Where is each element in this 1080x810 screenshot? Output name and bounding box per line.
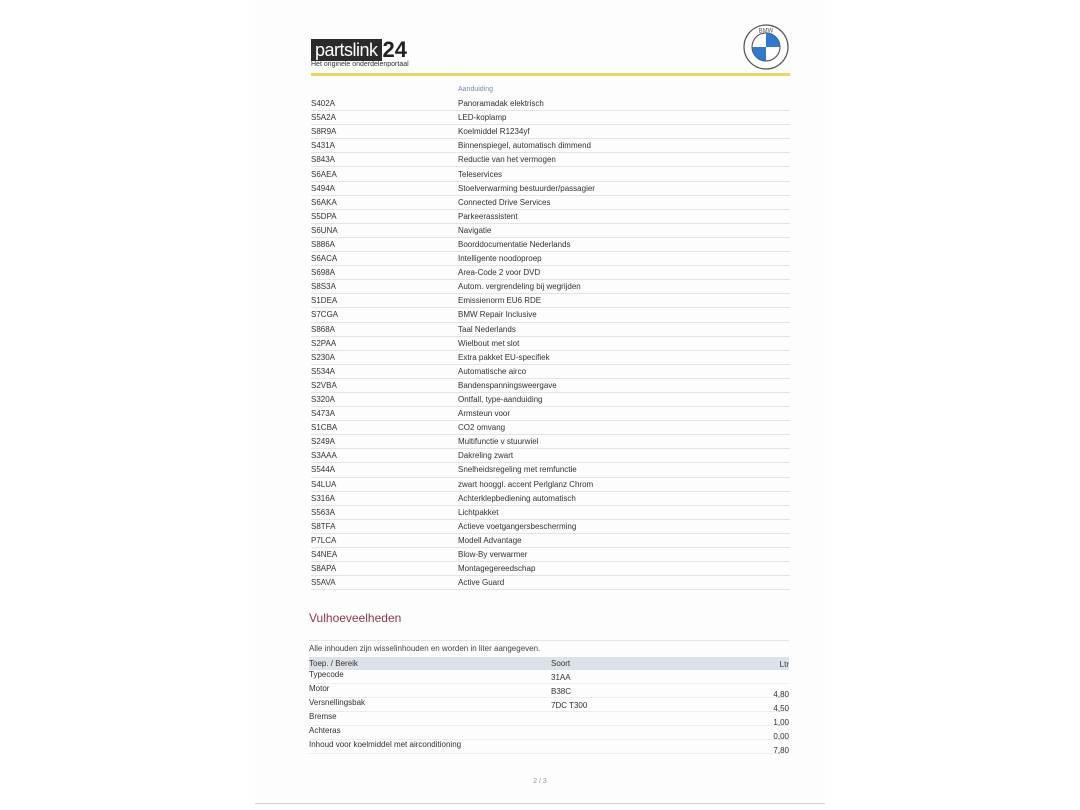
option-description: BMW Repair Inclusive (458, 310, 537, 320)
option-description: Area-Code 2 voor DVD (458, 268, 541, 278)
section-divider (309, 640, 789, 641)
option-code: S8TFA (311, 521, 336, 531)
section-title: Vulhoeveelheden (309, 611, 402, 625)
option-description: Dakreling zwart (458, 451, 514, 461)
options-column-header: Aanduiding (458, 86, 494, 93)
option-description: Reductie van het vermogen (458, 155, 556, 165)
table-row (309, 698, 789, 712)
fluid-range: Versnellingsbak (309, 698, 366, 707)
option-description: Panoramadak elektrisch (458, 99, 544, 109)
header-divider (311, 73, 790, 76)
table-row (311, 506, 790, 520)
table-row (309, 670, 789, 684)
option-description: Multifunctie v stuurwiel (458, 437, 539, 447)
fluid-type (551, 726, 701, 729)
document-page (255, 0, 825, 805)
bmw-logo-icon (743, 24, 789, 70)
fluids-header-range: Toep. / Bereik (309, 659, 358, 668)
option-code: S5AVA (311, 578, 336, 588)
fluid-liters: 0,00 (773, 732, 789, 741)
option-description: Navigatie (458, 225, 492, 235)
option-description: Modell Advantage (458, 535, 522, 545)
table-row (311, 280, 790, 294)
fluid-range: Bremse (309, 712, 337, 721)
table-row (311, 125, 790, 139)
option-code: S494A (311, 183, 336, 193)
option-code: S431A (311, 141, 336, 151)
option-code: S8S3A (311, 282, 336, 292)
option-code: S3AAA (311, 451, 337, 461)
option-code: P7LCA (311, 535, 337, 545)
option-code: S563A (311, 507, 336, 517)
table-row (311, 393, 790, 407)
fluid-range: Achteras (309, 726, 341, 735)
option-code: S886A (311, 239, 336, 249)
option-description: Stoelverwarming bestuurder/passagier (458, 183, 595, 193)
option-code: S4NEA (311, 550, 338, 560)
option-code: S698A (311, 268, 336, 278)
logo-text-parts: parts (315, 40, 353, 60)
table-row (311, 210, 790, 224)
option-description: Koelmiddel R1234yf (458, 127, 530, 137)
option-description: Extra pakket EU-specifiek (458, 352, 550, 362)
option-code: S402A (311, 99, 336, 109)
option-code: S5A2A (311, 113, 336, 123)
option-code: S2VBA (311, 380, 337, 390)
option-description: Bandenspanningsweergave (458, 380, 557, 390)
option-code: S6AEA (311, 169, 337, 179)
option-description: Taal Nederlands (458, 324, 516, 334)
fluid-type (551, 740, 701, 743)
table-row (309, 712, 789, 726)
fluid-type: 31AA (551, 673, 571, 682)
table-row (311, 308, 790, 322)
option-code: S843A (311, 155, 336, 165)
fluid-liters (701, 670, 789, 676)
table-row (311, 238, 790, 252)
option-description: Autom. vergrendeling bij wegrijden (458, 282, 581, 292)
table-row (311, 562, 790, 576)
table-row (311, 266, 790, 280)
option-description: Boorddocumentatie Nederlands (458, 239, 571, 249)
option-description: Emissienorm EU6 RDE (458, 296, 542, 306)
option-code: S230A (311, 352, 336, 362)
table-row (311, 337, 790, 351)
table-row (311, 435, 790, 449)
table-row (311, 520, 790, 534)
option-description: Automatische airco (458, 366, 527, 376)
table-row (311, 576, 790, 590)
fluids-header-liters: Ltr (779, 660, 789, 669)
table-row (311, 323, 790, 337)
option-code: S249A (311, 437, 336, 447)
option-code: S868A (311, 324, 336, 334)
option-description: CO2 omvang (458, 423, 506, 433)
option-code: S5DPA (311, 211, 337, 221)
option-description: Wielbout met slot (458, 338, 520, 348)
table-row (311, 97, 790, 111)
table-row (311, 167, 790, 181)
table-row (311, 463, 790, 477)
table-row (309, 684, 789, 698)
option-code: S6AKA (311, 197, 337, 207)
table-row (311, 294, 790, 308)
fluid-liters: 1,00 (773, 718, 789, 727)
option-description: Achterklepbediening automatisch (458, 493, 576, 503)
fluid-range: Inhoud voor koelmiddel met airconditioning (309, 740, 462, 749)
options-table (311, 97, 790, 590)
fluid-type: 7DC T300 (551, 701, 588, 710)
fluid-liters: 4,50 (773, 704, 789, 713)
option-code: S544A (311, 465, 336, 475)
option-description: LED-koplamp (458, 113, 507, 123)
table-row (311, 351, 790, 365)
fluid-type (551, 712, 701, 715)
table-row (311, 449, 790, 463)
option-description: Teleservices (458, 169, 503, 179)
table-row (311, 111, 790, 125)
section-note: Alle inhouden zijn wisselinhouden en worden in liter aangegeven. (309, 644, 541, 653)
option-code: S4LUA (311, 479, 337, 489)
logo-subtitle: Het originele onderdelenportaal (311, 61, 409, 68)
table-row (311, 407, 790, 421)
table-row (311, 534, 790, 548)
table-row (309, 740, 789, 754)
logo-box (311, 39, 382, 61)
option-description: zwart hooggl. accent Perlglanz Chrom (458, 479, 594, 489)
table-row (311, 153, 790, 167)
option-code: S1CBA (311, 423, 338, 433)
logo-number: 24 (382, 37, 408, 62)
option-code: S8R9A (311, 127, 337, 137)
option-code: S8APA (311, 564, 337, 574)
option-code: S316A (311, 493, 336, 503)
page-bottom-edge (255, 803, 825, 804)
option-description: Parkeerassistent (458, 211, 518, 221)
option-description: Snelheidsregeling met remfunctie (458, 465, 577, 475)
option-description: Armsteun voor (458, 409, 511, 419)
table-row (311, 182, 790, 196)
fluids-table-header (309, 657, 789, 670)
fluid-range: Motor (309, 684, 330, 693)
table-row (311, 196, 790, 210)
table-row (311, 365, 790, 379)
table-row (311, 224, 790, 238)
bmw-logo-text: BMW (758, 28, 774, 35)
fluid-type: B38C (551, 687, 572, 696)
table-row (311, 379, 790, 393)
option-code: S1DEA (311, 296, 338, 306)
fluid-range: Typecode (309, 670, 344, 679)
table-row (311, 548, 790, 562)
table-row (309, 726, 789, 740)
option-code: S473A (311, 409, 336, 419)
logo-text-link: link (352, 40, 378, 60)
option-code: S6UNA (311, 225, 338, 235)
fluids-table (309, 670, 789, 754)
option-description: Blow-By verwarmer (458, 550, 528, 560)
option-description: Actieve voetgangersbescherming (458, 521, 577, 531)
option-description: Lichtpakket (458, 507, 499, 517)
option-code: S7CGA (311, 310, 339, 320)
fluids-header-type: Soort (551, 659, 571, 668)
partslink24-logo (311, 39, 407, 61)
fluid-liters: 7,80 (773, 746, 789, 755)
table-row (311, 492, 790, 506)
table-row (311, 478, 790, 492)
option-code: S320A (311, 395, 336, 405)
option-code: S2PAA (311, 338, 337, 348)
table-row (311, 139, 790, 153)
option-description: Montagegereedschap (458, 564, 536, 574)
option-code: S6ACA (311, 254, 338, 264)
option-description: Connected Drive Services (458, 197, 551, 207)
option-description: Intelligente noodoproep (458, 254, 542, 264)
option-description: Active Guard (458, 578, 505, 588)
option-code: S534A (311, 366, 336, 376)
page-number: 2 / 3 (533, 778, 547, 785)
option-description: Ontfall, type-aanduiding (458, 395, 543, 405)
option-description: Binnenspiegel, automatisch dimmend (458, 141, 591, 151)
table-row (311, 421, 790, 435)
table-row (311, 252, 790, 266)
fluid-liters: 4,80 (773, 690, 789, 699)
